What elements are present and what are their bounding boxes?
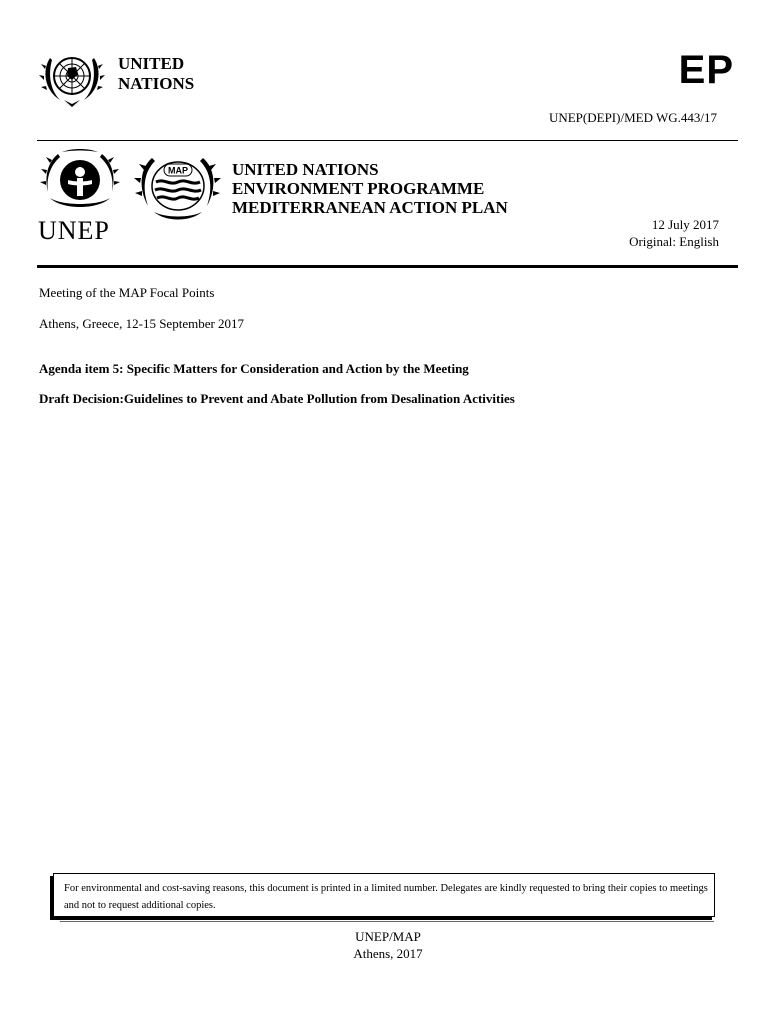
publisher: UNEP/MAP xyxy=(355,929,421,944)
un-emblem-icon xyxy=(38,50,106,108)
un-name-line1: UNITED xyxy=(118,54,185,73)
un-name xyxy=(118,54,194,94)
programme-line1: UNITED NATIONS xyxy=(232,160,379,179)
programme-line3: MEDITERRANEAN ACTION PLAN xyxy=(232,198,508,217)
document-symbol: UNEP(DEPI)/MED WG.443/17 xyxy=(548,110,717,125)
environmental-notice: For environmental and cost-saving reasons, this document is printed in a limited number. Delegates are kindly requested to bring their copies to meetings and not to request additional copies. xyxy=(64,883,708,911)
agenda-item: Agenda item 5: Specific Matters for Consideration and Action by the Meeting xyxy=(39,361,469,376)
header-divider xyxy=(37,140,738,141)
programme-line2: ENVIRONMENT PROGRAMME xyxy=(232,179,485,198)
document-date: 12 July 2017 xyxy=(651,217,719,232)
header-thick-divider xyxy=(37,265,738,268)
place-year: Athens, 2017 xyxy=(353,946,423,961)
unep-logo-icon xyxy=(38,148,122,216)
meeting-venue: Athens, Greece, 12-15 September 2017 xyxy=(39,316,245,331)
meeting-name: Meeting of the MAP Focal Points xyxy=(39,285,215,300)
unep-wordmark: UNEP xyxy=(38,216,110,245)
original-language: Original: English xyxy=(629,234,719,249)
publisher-block xyxy=(0,928,770,962)
un-name-line2: NATIONS xyxy=(118,74,195,93)
map-logo-text: MAP xyxy=(168,165,188,176)
programme-title xyxy=(232,160,508,217)
ep-mark: EP xyxy=(678,48,734,92)
document-date-block xyxy=(629,216,719,250)
footer-divider xyxy=(60,921,714,922)
map-logo-icon xyxy=(130,148,225,228)
draft-decision-title: Draft Decision:Guidelines to Prevent and Abate Pollution from Desalination Activities xyxy=(39,391,515,406)
